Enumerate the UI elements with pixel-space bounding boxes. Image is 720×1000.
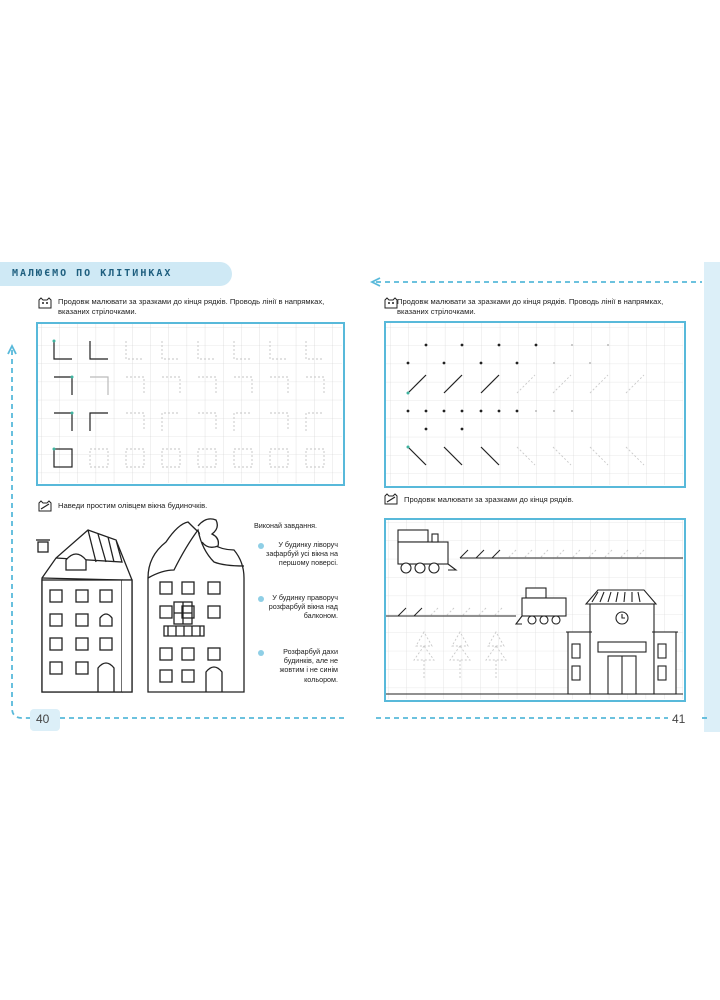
grid-exercise-corners bbox=[36, 322, 345, 486]
bullet-icon bbox=[258, 543, 264, 549]
bullet-icon bbox=[258, 650, 264, 656]
page-number: 41 bbox=[672, 712, 686, 726]
task-instruction-trains: Продовж малювати за зразками до кінця рядків. bbox=[404, 495, 574, 504]
page-number: 40 bbox=[36, 712, 50, 726]
pencil-cat-icon bbox=[38, 500, 52, 512]
task-list-title: Виконай завдання. bbox=[254, 521, 318, 530]
section-title: МАЛЮЄМО ПО КЛІТИНКАХ bbox=[12, 268, 173, 279]
cat-icon bbox=[384, 297, 398, 309]
bullet-icon bbox=[258, 596, 264, 602]
grid-exercise-diagonals bbox=[384, 321, 686, 488]
task-item: У будинку праворуч розфарбуй вікна над балконом. bbox=[268, 593, 338, 621]
grid-exercise-trains bbox=[384, 518, 686, 702]
task-instruction: Продовж малювати за зразками до кінця рядків. Проводь лінії в напрямках, вказаних стрілочками. bbox=[58, 297, 325, 316]
task-item: Розфарбуй дахи будинків, але не жовтим і не синім кольором. bbox=[279, 647, 338, 684]
pencil-cat-icon bbox=[384, 493, 398, 505]
task-item: У будинку ліворуч зафарбуй усі вікна на першому поверсі. bbox=[266, 540, 338, 568]
task-instruction-houses: Наведи простим олівцем вікна будиночків. bbox=[58, 501, 208, 510]
houses-illustration bbox=[36, 518, 246, 698]
cat-icon bbox=[38, 297, 52, 309]
task-instruction: Продовж малювати за зразками до кінця рядків. Проводь лінії в напрямках, вказаних стрілочками. bbox=[397, 297, 664, 316]
